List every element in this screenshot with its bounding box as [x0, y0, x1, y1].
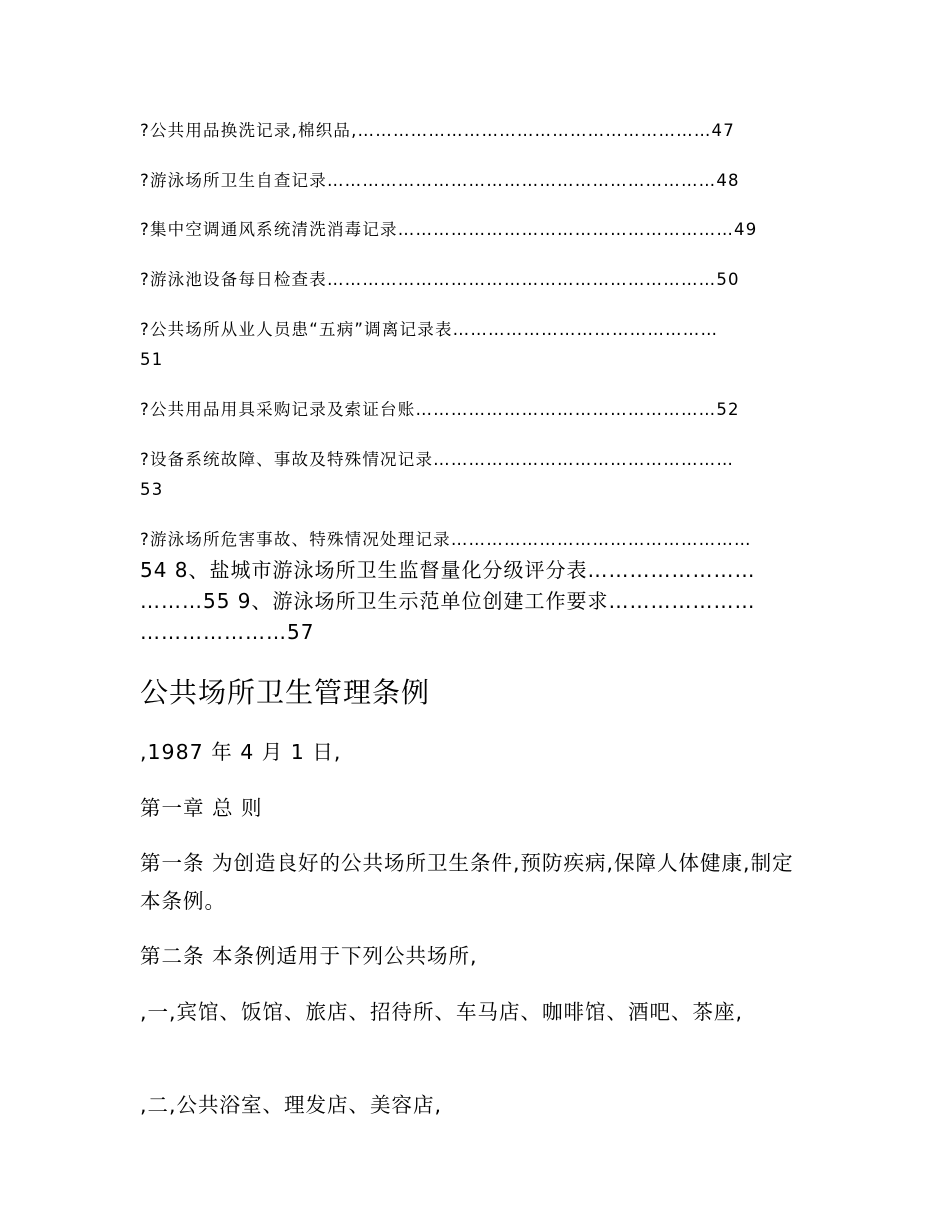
chapter-heading: 第一章 总 则: [140, 796, 263, 820]
toc-item-hazard-accident[interactable]: ?游泳场所危害事故、特殊情况处理记录……………………………………………: [140, 530, 752, 549]
toc-item-purchase-ledger[interactable]: ?公共用品用具采购记录及索证台账……………………………………………52: [140, 400, 740, 419]
toc-item-demo-unit-page[interactable]: …………………57: [140, 620, 315, 644]
toc-item-demo-unit-requirements[interactable]: ………55 9、游泳场所卫生示范单位创建工作要求…………………: [140, 589, 756, 613]
toc-item-ac-cleaning-record[interactable]: ?集中空调通风系统清洗消毒记录…………………………………………………49: [140, 220, 758, 239]
document-title: 公共场所卫生管理条例: [140, 676, 431, 709]
toc-item-staff-five-diseases[interactable]: ?公共场所从业人员患“五病”调离记录表………………………………………: [140, 320, 719, 339]
toc-item-staff-five-diseases-page[interactable]: 51: [140, 350, 164, 369]
toc-item-equipment-failure[interactable]: ?设备系统故障、事故及特殊情况记录……………………………………………: [140, 450, 735, 469]
toc-item-pool-self-inspection[interactable]: ?游泳场所卫生自查记录…………………………………………………………48: [140, 171, 740, 190]
document-date: ,1987 年 4 月 1 日,: [140, 740, 342, 764]
list-item-one: ,一,宾馆、饭馆、旅店、招待所、车马店、咖啡馆、酒吧、茶座,: [140, 1000, 744, 1024]
toc-item-pool-equipment-check[interactable]: ?游泳池设备每日检查表…………………………………………………………50: [140, 270, 740, 289]
toc-item-equipment-failure-page[interactable]: 53: [140, 480, 164, 499]
article-one: 第一条 为创造良好的公共场所卫生条件,预防疾病,保障人体健康,制定本条例。: [140, 851, 794, 913]
toc-item-scoring-table[interactable]: 54 8、盐城市游泳场所卫生监督量化分级评分表……………………: [140, 558, 756, 582]
list-item-two: ,二,公共浴室、理发店、美容店,: [140, 1093, 443, 1117]
article-two: 第二条 本条例适用于下列公共场所,: [140, 944, 478, 968]
toc-item-public-linen-record[interactable]: ?公共用品换洗记录,棉织品,……………………………………………………47: [140, 121, 735, 140]
